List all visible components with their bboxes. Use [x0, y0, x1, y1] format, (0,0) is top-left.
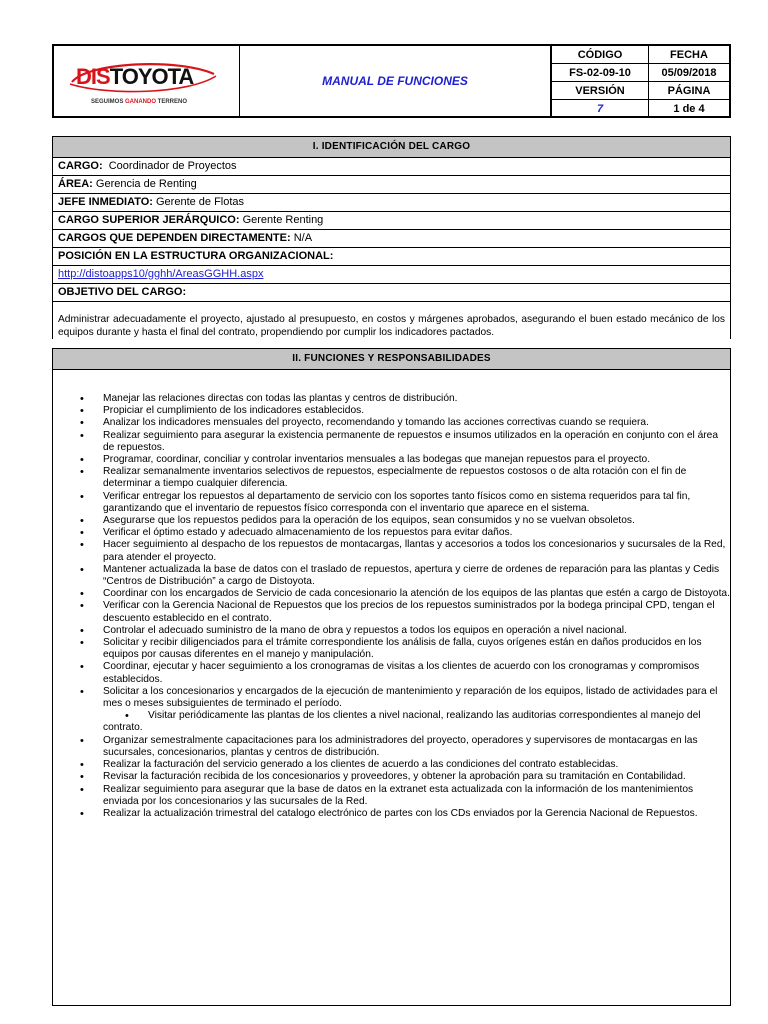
objetivo-label: OBJETIVO DEL CARGO:	[58, 286, 187, 298]
cargo-value: Coordinador de Proyectos	[102, 160, 237, 172]
function-item: • Realizar semanalmente inventarios selectivos de repuestos, especialmente de repuestos costosos o de alta rotación con el fin de determinar a tiempo cualquier diferencia.	[103, 466, 730, 490]
function-item: • Mantener actualizada la base de datos con el traslado de repuestos, apertura y cierre de ordenes de reparación para las plantas y Cedis “Centros de Distribución” a cargo de Distoyota.	[103, 564, 730, 588]
field-cargos-dependen	[53, 230, 730, 248]
title-cell	[240, 44, 550, 118]
fecha-label: FECHA	[649, 46, 729, 64]
version-value: 7	[552, 100, 649, 118]
pagina-value: 1 de 4	[673, 103, 705, 115]
dependen-value: N/A	[290, 232, 313, 244]
section-heading-funciones: II. FUNCIONES Y RESPONSABILIDADES	[53, 348, 730, 370]
jefe-value: Gerente de Flotas	[152, 196, 245, 208]
meta-row-values-2	[552, 100, 729, 118]
function-item: • Hacer seguimiento al despacho de los repuestos de montacargas, llantas y accesorios a todos los concesionarios y sucursales de la Red, para atender el proyecto.	[103, 539, 730, 563]
function-item: • Verificar el óptimo estado y adecuado almacenamiento de los repuestos para evitar daños.	[103, 527, 730, 539]
logo-tagline	[91, 99, 187, 105]
function-item: • Verificar entregar los repuestos al departamento de servicio con los soportes tanto físicos como en sistema requeridos para tal fin, garantizando que el inventario de repuestos físico corresponda con el inventario que aparece en el sistema.	[103, 491, 730, 515]
codigo-value: FS-02-09-10	[552, 64, 649, 82]
meta-row-values-1	[552, 64, 729, 82]
function-item: • Realizar la actualización trimestral del catalogo electrónico de partes con los CDs enviados por la Gerencia Nacional de Repuestos.	[103, 808, 730, 820]
superior-value: Gerente Renting	[239, 214, 324, 226]
document-title: MANUAL DE FUNCIONES	[322, 74, 468, 88]
function-item: • Solicitar a los concesionarios y encargados de la ejecución de mantenimiento y reparación de los equipos, listado de actividades para el mes o meses subsiguientes de terminado el período.	[103, 686, 730, 710]
function-item: • Realizar la facturación del servicio generado a los clientes de acuerdo a las condiciones del contrato establecidas.	[103, 759, 730, 771]
codigo-label: CÓDIGO	[552, 46, 649, 64]
dependen-label: CARGOS QUE DEPENDEN DIRECTAMENTE:	[58, 232, 291, 244]
version-label: VERSIÓN	[552, 82, 649, 100]
logo-wordmark	[76, 64, 193, 90]
area-value: Gerencia de Renting	[92, 178, 197, 190]
field-posicion	[53, 248, 730, 266]
meta-row-labels-2	[552, 82, 729, 100]
function-item: • Revisar la facturación recibida de los concesionarios y proveedores, y obtener la aprobación para su tramitación en Contabilidad.	[103, 771, 730, 783]
functions-list	[53, 393, 730, 820]
distoyota-logo	[68, 60, 228, 106]
function-item: • Analizar los indicadores mensuales del proyecto, recomendando y tomando las acciones correctivas cuando se requiera.	[103, 417, 730, 429]
pagina-label: PÁGINA	[649, 82, 729, 100]
fecha-value: 05/09/2018	[649, 64, 729, 82]
document-header	[52, 44, 731, 120]
field-cargo-superior	[53, 212, 730, 230]
field-jefe-inmediato	[53, 194, 730, 212]
function-item: • Verificar con la Gerencia Nacional de Repuestos que los precios de los repuestos suministrados por la bodega principal CPD, tengan el descuento establecido en el contrato.	[103, 600, 730, 624]
field-posicion-link-row	[53, 266, 730, 284]
function-item: • Controlar el adecuado suministro de la mano de obra y repuestos a todos los equipos en operación a nivel nacional.	[103, 625, 730, 637]
logo-cell	[52, 44, 240, 118]
posicion-label: POSICIÓN EN LA ESTRUCTURA ORGANIZACIONAL:	[58, 250, 334, 262]
logo-brand-red: DIS	[76, 64, 110, 89]
meta-table	[550, 44, 731, 118]
function-item: • Realizar seguimiento para asegurar que la base de datos en la extranet esta actualizada con la información de los mantenimientos enviada por los concesionarios y las sucursales de la Red.	[103, 784, 730, 808]
field-cargo	[53, 158, 730, 176]
org-structure-link[interactable]: http://distoapps10/gghh/AreasGGHH.aspx	[58, 268, 264, 280]
function-item: • Coordinar con los encargados de Servicio de cada concesionario la atención de los equipos de las plantas que estén a cargo de Distoyota.	[103, 588, 730, 600]
logo-brand-dark: TOYOTA	[109, 64, 194, 89]
identification-section	[52, 136, 731, 339]
function-item: • Propiciar el cumplimiento de los indicadores establecidos.	[103, 405, 730, 417]
tagline-part-3: TERRENO	[156, 99, 188, 105]
tagline-part-2: GANANDO	[125, 99, 157, 105]
cargo-label: CARGO:	[58, 160, 103, 172]
meta-row-labels-1	[552, 46, 729, 64]
function-item: • Coordinar, ejecutar y hacer seguimiento a los cronogramas de visitas a los clientes de acuerdo con los cronogramas y compromisos establecidos.	[103, 661, 730, 685]
superior-label: CARGO SUPERIOR JERÁRQUICO:	[58, 214, 240, 226]
section-heading-identificacion: I. IDENTIFICACIÓN DEL CARGO	[53, 136, 730, 158]
jefe-label: JEFE INMEDIATO:	[58, 196, 153, 208]
function-item: • Manejar las relaciones directas con todas las plantas y centros de distribución.	[103, 393, 730, 405]
function-item: • Organizar semestralmente capacitaciones para los administradores del proyecto, operadores y supervisores de montacargas en las sucursales, concesionarios, plantas y centros de distribución.	[103, 735, 730, 759]
functions-section	[52, 348, 731, 1006]
function-item: • Asegurarse que los repuestos pedidos para la operación de los equipos, sean consumidos y no se vuelvan obsoletos.	[103, 515, 730, 527]
function-item: • Programar, coordinar, conciliar y controlar inventarios mensuales a las bodegas que manejan repuestos para el proyecto.	[103, 454, 730, 466]
objetivo-text: Administrar adecuadamente el proyecto, ajustado al presupuesto, en costos y márgenes aprobados, asegurando el buen estado mecánico de los equipos durante y hasta el final del contrato, propendiendo por cumplir los indicadores pactados.	[58, 314, 725, 338]
function-item: • Realizar seguimiento para asegurar la existencia permanente de repuestos e insumos utilizados en la operación en conjunto con el área de repuestos.	[103, 430, 730, 454]
field-area	[53, 176, 730, 194]
field-objetivo	[53, 284, 730, 302]
function-item: • Visitar periódicamente las plantas de los clientes a nivel nacional, realizando las auditorias correspondientes al manejo del contrato.	[103, 710, 730, 734]
tagline-part-1: SEGUIMOS	[91, 99, 126, 105]
function-item: • Solicitar y recibir diligenciados para el trámite correspondiente los análisis de falla, cuyos orígenes están en daños producidos en los equipos por causas diferentes en el manejo y manipulación.	[103, 637, 730, 661]
area-label: ÁREA:	[58, 178, 93, 190]
